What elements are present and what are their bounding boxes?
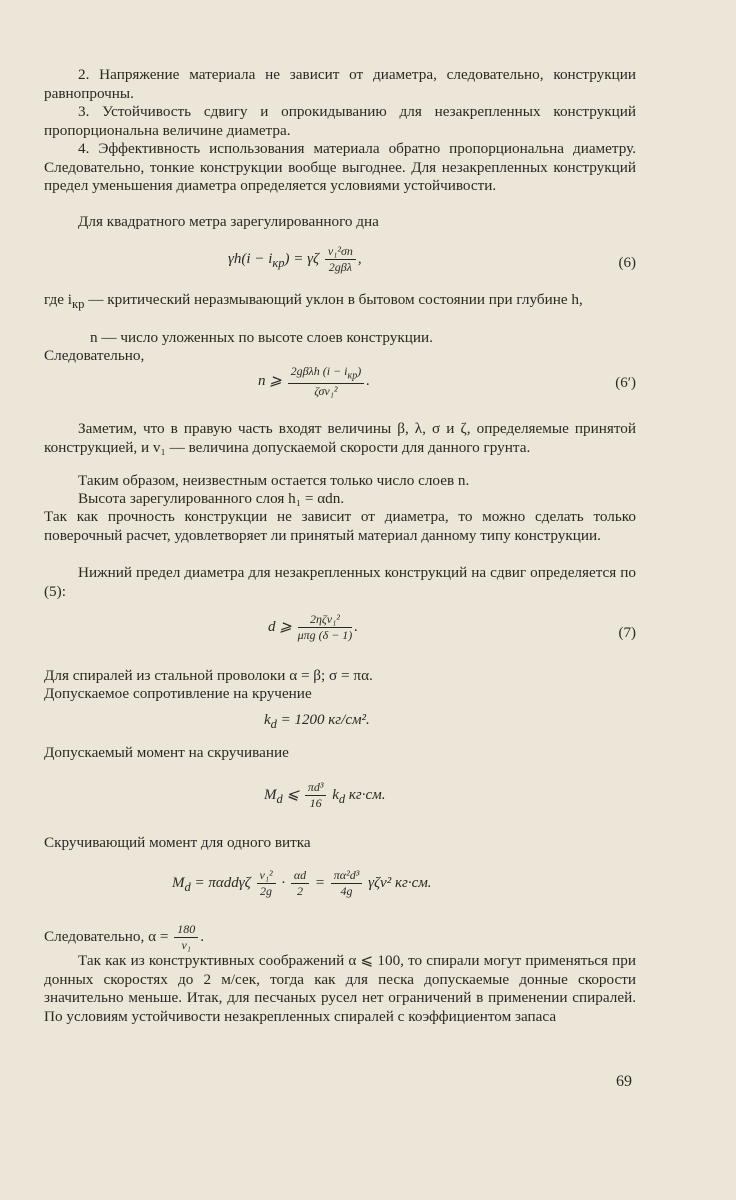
paragraph-alpha: Следовательно, α = $\frac{180}{\text{v₁}}$ . <box>44 922 205 952</box>
paragraph-unknown-layers: Таким образом, неизвестным остается только число слоев n. <box>78 472 470 489</box>
paragraph-strength: Так как прочность конструкции не зависит от диаметра, то можно сделать только поверочный расчет, удовлетворяет ли принятый материал данному типу конструкции. <box>44 508 636 544</box>
definition-i-kr: где $i_{кр}$ — критический неразмывающий уклон в бытовом состоянии при глубине h, <box>44 291 583 312</box>
formula-kd: $k_d = 1200$ кг/см². <box>264 712 370 731</box>
page-number: 69 <box>616 1073 632 1090</box>
paragraph-intro-square-meter: Для квадратного метра зарегулированного дна <box>78 213 379 230</box>
formula-md: $M_d$ ⩽ $\frac{\text{πd³}}{16}$ $k_d$ кг·см. <box>264 780 386 810</box>
paragraph-allowable-moment: Допускаемый момент на скручивание <box>44 744 289 761</box>
paragraph-steel-spirals: Для спиралей из стальной проволоки α = β; σ = πα. <box>44 667 373 684</box>
formula-6: $\gamma h(i - i_{кр}) = \gamma\zeta$ $\frac{\text{v₁²σn}}{\text{2gβλ}}$ , <box>228 244 362 274</box>
formula-twisting: $M_d = \pi\alpha dd\gamma\zeta$ $\frac{\text{v₁²}}{2g}$ · $\frac{\alpha d}{2}$ = $\frac{\text{πα²d³}}{4g}$ γζv² кг·см. <box>172 868 432 898</box>
paragraph-2: 2. Напряжение материала не зависит от диаметра, следовательно, конструкции равнопрочны. <box>44 66 636 102</box>
equation-number-6: (6) <box>618 255 636 271</box>
equation-number-7: (7) <box>618 625 636 641</box>
paragraph-constructive: Так как из конструктивных соображений α ⩽ 100, то спирали могут применяться при донных скоростях до 2 м/сек, тогда как для песка допускаемые донные скорости значительно меньше. Итак, для песчаных русел нет ограничений в применении спиралей. По условиям устойчивости незакрепленных спиралей с коэффициентом запаса <box>44 952 636 1025</box>
paragraph-twisting-moment: Скручивающий момент для одного витка <box>44 834 311 851</box>
formula-7: d ⩾ $\frac{\text{2ηζv₁²}}{\text{μπg (δ − 1)}}$ . <box>268 612 359 642</box>
paragraph-3: 3. Устойчивость сдвигу и опрокидыванию для незакрепленных конструкций пропорциональна величине диаметра. <box>44 103 636 139</box>
paragraph-lower-limit: Нижний предел диаметра для незакрепленных конструкций на сдвиг определяется по (5): <box>44 564 636 600</box>
equation-number-6-prime: (6′) <box>615 375 636 391</box>
paragraph-torsion-resistance: Допускаемое сопротивление на кручение <box>44 685 312 702</box>
paragraph-consequently: Следовательно, <box>44 347 145 364</box>
paragraph-layer-height: Высота зарегулированного слоя h₁ = αdn. <box>78 490 345 507</box>
definition-n: n — число уложенных по высоте слоев конструкции. <box>90 329 433 346</box>
paragraph-note: Заметим, что в правую часть входят величины β, λ, σ и ζ, определяемые принятой конструкцией, и v₁ — величина допускаемой скорости для данного грунта. <box>44 420 636 456</box>
paragraph-4: 4. Эффективность использования материала обратно пропорциональна диаметру. Следовательно, тонкие конструкции вообще выгоднее. Для незакрепленных конструкций предел уменьшения диаметра определяется условиями устойчивости. <box>44 140 636 195</box>
formula-6-prime: n ⩾ $\frac{2g\beta\lambda h (i - i_{кр})}{\text{ζσv₁²}}$ . <box>258 364 370 399</box>
